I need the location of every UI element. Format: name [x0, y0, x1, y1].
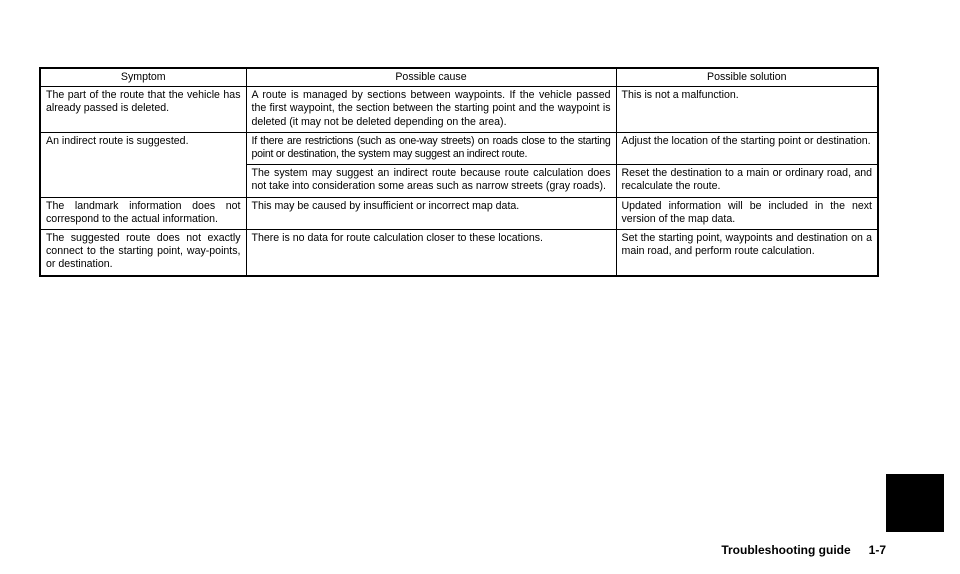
- symptom-cell: An indirect route is suggested.: [40, 132, 246, 197]
- header-symptom: Symptom: [40, 68, 246, 87]
- cause-cell: If there are restrictions (such as one-way streets) on roads close to the starting point or destination, the system may suggest an indirect route.: [246, 132, 616, 164]
- cause-cell: There is no data for route calculation closer to these locations.: [246, 230, 616, 276]
- header-possible-solution: Possible solution: [616, 68, 878, 87]
- cause-cell: A route is managed by sections between waypoints. If the vehicle passed the first waypoint, the section between the starting point and the waypoint is deleted (it may not be deleted depending on the area).: [246, 87, 616, 133]
- table-row: [40, 230, 878, 276]
- table-row: [40, 197, 878, 229]
- troubleshooting-table: [39, 67, 879, 277]
- symptom-cell: The part of the route that the vehicle has already passed is deleted.: [40, 87, 246, 133]
- solution-cell: Adjust the location of the starting point or destination.: [616, 132, 878, 164]
- chapter-tab-marker: [886, 474, 944, 532]
- table-header-row: [40, 68, 878, 87]
- cause-cell: This may be caused by insufficient or incorrect map data.: [246, 197, 616, 229]
- footer-section-title: Troubleshooting guide: [721, 543, 851, 557]
- solution-cell: This is not a malfunction.: [616, 87, 878, 133]
- page-footer: [721, 543, 886, 557]
- table-row: [40, 132, 878, 164]
- header-possible-cause: Possible cause: [246, 68, 616, 87]
- cause-cell: The system may suggest an indirect route because route calculation does not take into consideration some areas such as narrow streets (gray roads).: [246, 165, 616, 197]
- symptom-cell: The suggested route does not exactly connect to the starting point, way-points, or destination.: [40, 230, 246, 276]
- symptom-cell: The landmark information does not correspond to the actual information.: [40, 197, 246, 229]
- table-row: [40, 87, 878, 133]
- solution-cell: Updated information will be included in the next version of the map data.: [616, 197, 878, 229]
- solution-cell: Set the starting point, waypoints and destination on a main road, and perform route calculation.: [616, 230, 878, 276]
- footer-page-number: 1-7: [868, 543, 886, 557]
- solution-cell: Reset the destination to a main or ordinary road, and recalculate the route.: [616, 165, 878, 197]
